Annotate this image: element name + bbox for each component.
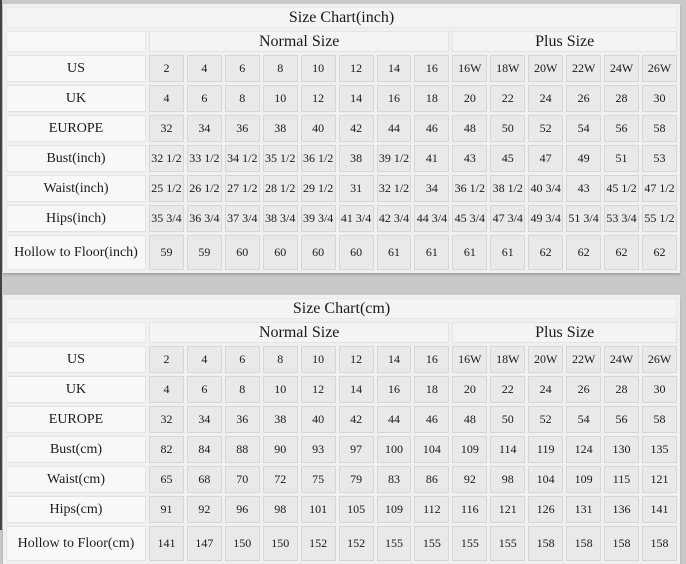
size-row-europe xyxy=(6,406,677,433)
size-value: 53 3/4 xyxy=(604,205,639,232)
size-value: 92 xyxy=(187,496,222,523)
size-row-us xyxy=(6,346,677,373)
size-value: 35 3/4 xyxy=(149,205,184,232)
size-value: 141 xyxy=(642,496,677,523)
size-value: 22W xyxy=(566,346,601,373)
size-value: 104 xyxy=(528,466,563,493)
size-value: 26 1/2 xyxy=(187,175,222,202)
size-value: 72 xyxy=(263,466,298,493)
size-value: 47 3/4 xyxy=(490,205,525,232)
size-value: 62 xyxy=(566,235,601,270)
chart-title-row xyxy=(6,298,677,319)
size-value: 152 xyxy=(339,526,374,561)
size-value: 36 1/2 xyxy=(452,175,487,202)
size-value: 60 xyxy=(339,235,374,270)
size-value: 51 xyxy=(604,145,639,172)
size-row-europe xyxy=(6,115,677,142)
row-label-us: US xyxy=(6,55,146,82)
size-value: 68 xyxy=(187,466,222,493)
size-value: 20W xyxy=(528,346,563,373)
size-value: 24W xyxy=(604,346,639,373)
size-value: 61 xyxy=(452,235,487,270)
size-value: 30 xyxy=(642,85,677,112)
size-value: 38 xyxy=(263,115,298,142)
size-value: 36 xyxy=(225,406,260,433)
size-value: 141 xyxy=(149,526,184,561)
size-value: 135 xyxy=(642,436,677,463)
row-label-hollow-to-floor: Hollow to Floor(cm) xyxy=(6,526,146,561)
size-value: 62 xyxy=(604,235,639,270)
size-value: 34 1/2 xyxy=(225,145,260,172)
size-value: 114 xyxy=(490,436,525,463)
size-value: 42 xyxy=(339,406,374,433)
size-value: 6 xyxy=(225,346,260,373)
size-value: 12 xyxy=(301,85,336,112)
size-value: 150 xyxy=(225,526,260,561)
size-value: 10 xyxy=(263,376,298,403)
size-value: 24 xyxy=(528,376,563,403)
size-value: 121 xyxy=(642,466,677,493)
size-value: 130 xyxy=(604,436,639,463)
size-row-hollow-to-floor xyxy=(6,235,677,270)
size-value: 24 xyxy=(528,85,563,112)
size-value: 8 xyxy=(263,55,298,82)
row-label-hollow-to-floor: Hollow to Floor(inch) xyxy=(6,235,146,270)
row-label-hips: Hips(inch) xyxy=(6,205,146,232)
size-value: 52 xyxy=(528,115,563,142)
size-value: 59 xyxy=(149,235,184,270)
size-value: 16W xyxy=(452,55,487,82)
size-value: 6 xyxy=(187,85,222,112)
size-value: 49 3/4 xyxy=(528,205,563,232)
size-value: 4 xyxy=(187,55,222,82)
size-value: 36 xyxy=(225,115,260,142)
size-row-uk xyxy=(6,85,677,112)
size-value: 43 xyxy=(452,145,487,172)
size-value: 14 xyxy=(377,346,412,373)
size-value: 45 1/2 xyxy=(604,175,639,202)
size-value: 109 xyxy=(377,496,412,523)
size-value: 40 xyxy=(301,115,336,142)
size-value: 10 xyxy=(301,346,336,373)
size-value: 65 xyxy=(149,466,184,493)
size-value: 39 3/4 xyxy=(301,205,336,232)
size-value: 82 xyxy=(149,436,184,463)
size-value: 115 xyxy=(604,466,639,493)
size-value: 43 xyxy=(566,175,601,202)
size-value: 104 xyxy=(414,436,449,463)
size-value: 90 xyxy=(263,436,298,463)
size-value: 48 xyxy=(452,115,487,142)
corner-cell xyxy=(6,322,146,343)
size-value: 33 1/2 xyxy=(187,145,222,172)
size-value: 22 xyxy=(490,376,525,403)
size-value: 47 xyxy=(528,145,563,172)
size-value: 158 xyxy=(528,526,563,561)
size-value: 28 xyxy=(604,376,639,403)
size-value: 26 xyxy=(566,376,601,403)
size-group-row xyxy=(6,322,677,343)
size-value: 14 xyxy=(377,55,412,82)
size-value: 32 xyxy=(149,115,184,142)
size-value: 16W xyxy=(452,346,487,373)
size-chart-inch-table xyxy=(3,4,680,273)
size-value: 121 xyxy=(490,496,525,523)
size-value: 59 xyxy=(187,235,222,270)
size-value: 49 xyxy=(566,145,601,172)
size-row-hips xyxy=(6,205,677,232)
size-value: 26W xyxy=(642,346,677,373)
size-value: 155 xyxy=(452,526,487,561)
size-chart-inch-section xyxy=(3,0,680,273)
size-value: 86 xyxy=(414,466,449,493)
size-value: 40 xyxy=(301,406,336,433)
row-label-us: US xyxy=(6,346,146,373)
row-label-waist: Waist(inch) xyxy=(6,175,146,202)
size-value: 25 1/2 xyxy=(149,175,184,202)
size-value: 101 xyxy=(301,496,336,523)
size-value: 62 xyxy=(528,235,563,270)
size-value: 2 xyxy=(149,55,184,82)
size-value: 105 xyxy=(339,496,374,523)
size-value: 53 xyxy=(642,145,677,172)
size-value: 147 xyxy=(187,526,222,561)
row-label-bust: Bust(cm) xyxy=(6,436,146,463)
size-value: 98 xyxy=(490,466,525,493)
size-value: 75 xyxy=(301,466,336,493)
size-row-waist xyxy=(6,466,677,493)
size-value: 18 xyxy=(414,376,449,403)
size-value: 38 1/2 xyxy=(490,175,525,202)
size-row-bust xyxy=(6,145,677,172)
size-value: 47 1/2 xyxy=(642,175,677,202)
size-value: 158 xyxy=(566,526,601,561)
size-value: 39 1/2 xyxy=(377,145,412,172)
size-value: 48 xyxy=(452,406,487,433)
size-value: 31 xyxy=(339,175,374,202)
size-chart-cm-section xyxy=(3,273,680,564)
size-value: 61 xyxy=(377,235,412,270)
size-value: 20 xyxy=(452,85,487,112)
row-label-europe: EUROPE xyxy=(6,115,146,142)
size-value: 56 xyxy=(604,406,639,433)
size-value: 18W xyxy=(490,55,525,82)
size-value: 44 3/4 xyxy=(414,205,449,232)
size-value: 34 xyxy=(414,175,449,202)
size-value: 4 xyxy=(149,85,184,112)
size-value: 10 xyxy=(263,85,298,112)
size-row-us xyxy=(6,55,677,82)
row-label-bust: Bust(inch) xyxy=(6,145,146,172)
size-value: 8 xyxy=(225,85,260,112)
size-value: 136 xyxy=(604,496,639,523)
size-value: 4 xyxy=(149,376,184,403)
group-header-plus-size: Plus Size xyxy=(452,322,677,343)
size-value: 34 xyxy=(187,115,222,142)
size-value: 60 xyxy=(225,235,260,270)
chart-title-row xyxy=(6,7,677,28)
size-value: 12 xyxy=(339,346,374,373)
size-value: 158 xyxy=(642,526,677,561)
size-value: 70 xyxy=(225,466,260,493)
size-value: 155 xyxy=(490,526,525,561)
size-value: 35 1/2 xyxy=(263,145,298,172)
size-value: 50 xyxy=(490,406,525,433)
size-value: 158 xyxy=(604,526,639,561)
size-value: 92 xyxy=(452,466,487,493)
size-value: 119 xyxy=(528,436,563,463)
size-value: 112 xyxy=(414,496,449,523)
size-row-waist xyxy=(6,175,677,202)
size-value: 54 xyxy=(566,115,601,142)
size-value: 18W xyxy=(490,346,525,373)
size-value: 61 xyxy=(490,235,525,270)
row-label-waist: Waist(cm) xyxy=(6,466,146,493)
size-value: 60 xyxy=(263,235,298,270)
row-label-europe: EUROPE xyxy=(6,406,146,433)
size-value: 16 xyxy=(377,376,412,403)
size-value: 124 xyxy=(566,436,601,463)
size-value: 16 xyxy=(377,85,412,112)
size-row-hollow-to-floor xyxy=(6,526,677,561)
chart-title: Size Chart(inch) xyxy=(6,7,677,28)
size-value: 97 xyxy=(339,436,374,463)
size-value: 42 xyxy=(339,115,374,142)
size-value: 52 xyxy=(528,406,563,433)
size-value: 155 xyxy=(377,526,412,561)
size-value: 152 xyxy=(301,526,336,561)
size-value: 16 xyxy=(414,55,449,82)
size-row-uk xyxy=(6,376,677,403)
size-value: 58 xyxy=(642,406,677,433)
group-header-normal-size: Normal Size xyxy=(149,31,449,52)
group-header-normal-size: Normal Size xyxy=(149,322,449,343)
size-value: 42 3/4 xyxy=(377,205,412,232)
size-value: 56 xyxy=(604,115,639,142)
size-value: 61 xyxy=(414,235,449,270)
size-value: 50 xyxy=(490,115,525,142)
size-value: 32 1/2 xyxy=(377,175,412,202)
size-value: 116 xyxy=(452,496,487,523)
size-value: 109 xyxy=(452,436,487,463)
size-value: 24W xyxy=(604,55,639,82)
size-value: 12 xyxy=(301,376,336,403)
size-value: 60 xyxy=(301,235,336,270)
size-value: 32 xyxy=(149,406,184,433)
size-value: 10 xyxy=(301,55,336,82)
size-row-bust xyxy=(6,436,677,463)
size-value: 18 xyxy=(414,85,449,112)
size-value: 22W xyxy=(566,55,601,82)
size-value: 6 xyxy=(187,376,222,403)
size-value: 8 xyxy=(263,346,298,373)
size-value: 40 3/4 xyxy=(528,175,563,202)
size-value: 54 xyxy=(566,406,601,433)
size-value: 44 xyxy=(377,406,412,433)
size-value: 98 xyxy=(263,496,298,523)
size-value: 26 xyxy=(566,85,601,112)
size-value: 46 xyxy=(414,406,449,433)
size-value: 84 xyxy=(187,436,222,463)
size-value: 155 xyxy=(414,526,449,561)
size-value: 4 xyxy=(187,346,222,373)
size-value: 93 xyxy=(301,436,336,463)
left-edge-artifact xyxy=(0,0,2,530)
size-value: 32 1/2 xyxy=(149,145,184,172)
size-value: 36 1/2 xyxy=(301,145,336,172)
size-value: 16 xyxy=(414,346,449,373)
size-value: 96 xyxy=(225,496,260,523)
size-value: 45 3/4 xyxy=(452,205,487,232)
size-value: 20W xyxy=(528,55,563,82)
size-value: 26W xyxy=(642,55,677,82)
size-value: 88 xyxy=(225,436,260,463)
size-value: 150 xyxy=(263,526,298,561)
size-value: 14 xyxy=(339,376,374,403)
size-row-hips xyxy=(6,496,677,523)
size-value: 38 xyxy=(339,145,374,172)
size-value: 20 xyxy=(452,376,487,403)
size-value: 91 xyxy=(149,496,184,523)
size-value: 58 xyxy=(642,115,677,142)
size-value: 51 3/4 xyxy=(566,205,601,232)
size-value: 12 xyxy=(339,55,374,82)
size-value: 79 xyxy=(339,466,374,493)
size-value: 126 xyxy=(528,496,563,523)
size-value: 6 xyxy=(225,55,260,82)
chart-title: Size Chart(cm) xyxy=(6,298,677,319)
size-value: 27 1/2 xyxy=(225,175,260,202)
size-value: 30 xyxy=(642,376,677,403)
size-value: 2 xyxy=(149,346,184,373)
size-value: 29 1/2 xyxy=(301,175,336,202)
corner-cell xyxy=(6,31,146,52)
row-label-hips: Hips(cm) xyxy=(6,496,146,523)
size-value: 8 xyxy=(225,376,260,403)
size-value: 28 1/2 xyxy=(263,175,298,202)
size-value: 22 xyxy=(490,85,525,112)
size-value: 28 xyxy=(604,85,639,112)
row-label-uk: UK xyxy=(6,85,146,112)
size-value: 45 xyxy=(490,145,525,172)
group-header-plus-size: Plus Size xyxy=(452,31,677,52)
size-value: 55 1/2 xyxy=(642,205,677,232)
size-value: 100 xyxy=(377,436,412,463)
size-value: 46 xyxy=(414,115,449,142)
row-label-uk: UK xyxy=(6,376,146,403)
size-group-row xyxy=(6,31,677,52)
size-chart-cm-table xyxy=(3,295,680,564)
size-value: 34 xyxy=(187,406,222,433)
size-value: 38 3/4 xyxy=(263,205,298,232)
size-value: 37 3/4 xyxy=(225,205,260,232)
size-value: 36 3/4 xyxy=(187,205,222,232)
size-value: 83 xyxy=(377,466,412,493)
size-value: 41 xyxy=(414,145,449,172)
size-value: 14 xyxy=(339,85,374,112)
size-value: 41 3/4 xyxy=(339,205,374,232)
size-value: 62 xyxy=(642,235,677,270)
size-value: 109 xyxy=(566,466,601,493)
size-value: 131 xyxy=(566,496,601,523)
size-value: 44 xyxy=(377,115,412,142)
size-value: 38 xyxy=(263,406,298,433)
